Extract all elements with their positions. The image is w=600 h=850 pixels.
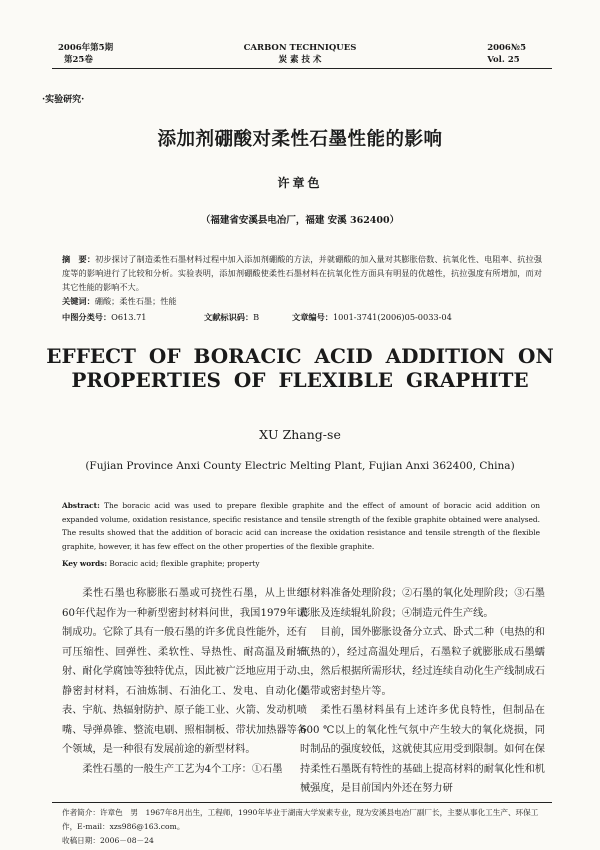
header-issue-line: 2006年第5期 <box>58 43 114 53</box>
header-issue-en <box>487 42 526 66</box>
title-zh: 添加剂硼酸对柔性石墨性能的影响 <box>157 129 443 150</box>
footnote-rule <box>52 802 552 803</box>
article-number <box>292 312 452 323</box>
journal-name-en: CARBON TECHNIQUES <box>243 43 357 53</box>
affiliation-en: (Fujian Province Anxi County Electric Melting Plant, Fujian Anxi 362400, China) <box>85 460 515 472</box>
body-paragraph: 柔性石墨材料虽有上述许多优良特性，但制品在600 ℃以上的氧化性气氛中产生较大的氧化烧损，同时制品的强度较低，这就使其应用受到限制。如何在保持柔性石墨既有特性的基础上提高材料的耐氧化性和机械强度，是目前国内外还在努力研 <box>300 705 545 794</box>
section-label: ·实验研究· <box>42 95 85 105</box>
article-value: 1001-3741(2006)05-0033-04 <box>332 312 452 322</box>
abstract-zh-label: 摘 要： <box>62 254 96 264</box>
affiliation-zh: （福建省安溪县电冶厂，福建 安溪 362400） <box>200 215 400 226</box>
keywords-zh-text: 硼酸；柔性石墨；性能 <box>94 296 177 306</box>
doc-value: B <box>253 312 260 322</box>
clc-value: O613.71 <box>111 312 147 322</box>
keywords-zh-label: 关键词： <box>62 296 95 306</box>
body-column-right <box>300 584 545 799</box>
author-en: XU Zhang-se <box>259 427 341 442</box>
abstract-en <box>62 499 540 553</box>
header-volume-line: 第25卷 <box>64 55 93 65</box>
doc-code <box>204 312 259 323</box>
author-bio: 作者简介：许章色 男 1967年8月出生，工程师，1990年毕业于湖南大学炭素专业，现为安溪县电冶厂副厂长，主要从事化工生产、环保工作，E-mail：xzs986@163.com。 <box>62 808 539 831</box>
abstract-zh-text: 初步探讨了制造柔性石墨材料过程中加入添加剂硼酸的方法，并就硼酸的加入量对其膨胀倍数、抗氧化性、电阻率、抗拉强度等的影响进行了比较和分析。实验表明，添加剂硼酸使柔性石墨材料在抗氧化性方面具有明显的优越性，抗拉强度有所增加，而对其它性能的影响不大。 <box>62 254 542 292</box>
clc-number <box>62 312 147 323</box>
title-en: EFFECT OF BORACIC ACID ADDITION ON PROPERTIES OF FLEXIBLE GRAPHITE <box>46 344 554 392</box>
received-date: 收稿日期：2006－08－24 <box>62 836 154 845</box>
abstract-en-label: Abstract: <box>62 501 100 510</box>
article-label: 文章编号： <box>292 312 333 322</box>
keywords-en <box>62 559 260 568</box>
keywords-zh <box>62 296 177 307</box>
body-column-left <box>62 584 307 779</box>
keywords-en-label: Key words: <box>62 559 108 568</box>
abstract-en-text: The boracic acid was used to prepare flexible graphite and the effect of amount of boracic acid addition on expanded volume, oxidation resistance, specific resistance and tensile strength of the fexible graphite obtained were analysed. The results showed that the addition of boracic acid can increase the oxidation resistance and tensile strength of the flexible graphite, however, it has few effect on the other properties of the flexible graphite. <box>62 501 540 551</box>
body-paragraph: 原材料准备处理阶段；②石墨的氧化处理阶段；③石墨膨胀及连续辊轧阶段；④制造元件生产线。 <box>300 588 545 619</box>
abstract-zh <box>62 252 542 294</box>
journal-name-zh: 炭 素 技 术 <box>278 55 322 65</box>
header-volume-en-line: Vol. 25 <box>487 55 520 65</box>
header-rule <box>52 68 552 69</box>
author-zh: 许章色 <box>277 176 323 190</box>
body-paragraph: 柔性石墨的一般生产工艺为4个工序：①石墨 <box>82 763 283 775</box>
footnote <box>62 806 552 848</box>
clc-label: 中图分类号： <box>62 312 112 322</box>
doc-label: 文献标识码： <box>204 312 254 322</box>
keywords-en-text: Boracic acid; flexible graphite; property <box>107 559 260 568</box>
header-issue-en-line: 2006№5 <box>487 43 526 53</box>
body-paragraph: 目前，国外膨胀设备分立式、卧式二种（电热的和气热的），经过高温处理后，石墨粒子就膨胀成石墨蠕虫，然后根据所需形状，经过连续自动化生产线制成石墨带或密封垫片等。 <box>300 627 545 697</box>
body-paragraph: 柔性石墨也称膨胀石墨或可挠性石墨，从上世纪60年代起作为一种新型密封材料问世，我国1979年试制成功。它除了具有一般石墨的许多优良性能外，还有可压缩性、回弹性、柔软性、导热性、耐高温及耐辐射、耐化学腐蚀等独特优点，因此被广泛地应用于动、静密封材料，石油炼制、石油化工、发电、自动化仪表、宇航、热辐射防护、原子能工业、火箭、发动机喷嘴、导弹鼻锥、整流电刷、照相制板、带状加热器等各个领域，是一种很有发展前途的新型材料。 <box>62 588 307 755</box>
